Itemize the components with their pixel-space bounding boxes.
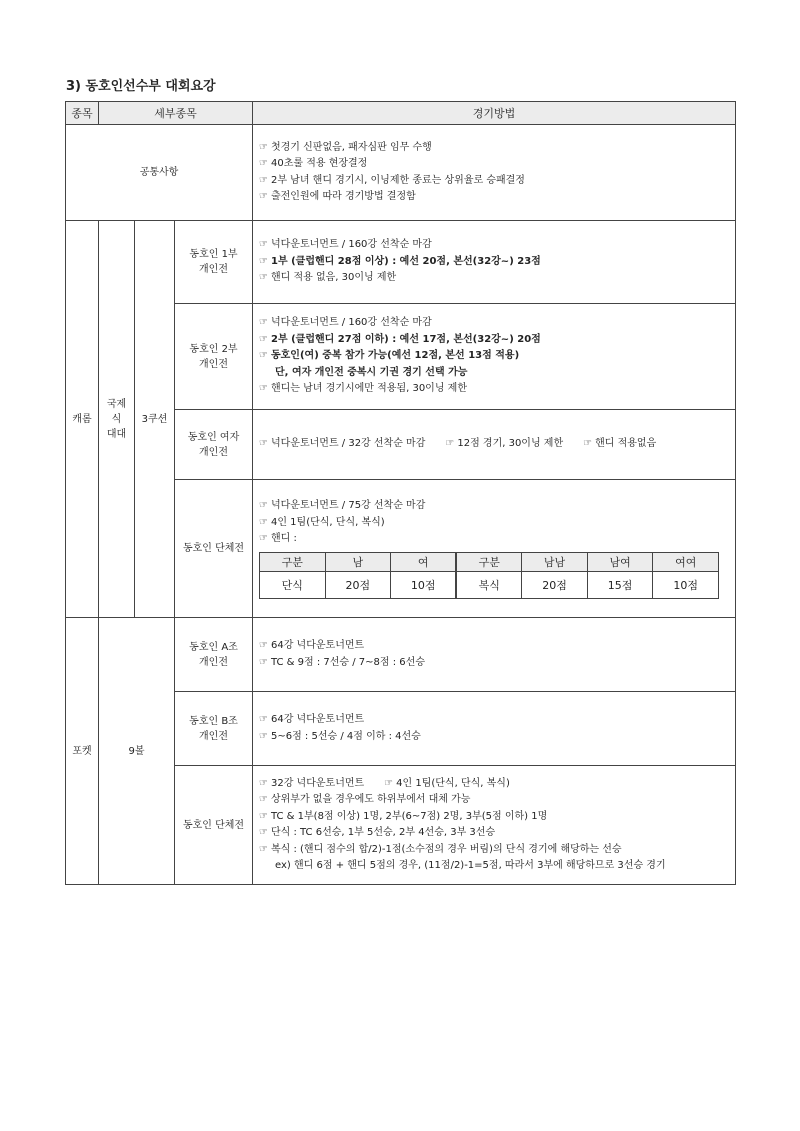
rule-line: [259, 776, 729, 793]
common-method: [253, 125, 736, 221]
rule-line: [259, 531, 729, 548]
pointing-hand-icon: ☞: [259, 533, 268, 545]
carom-method-1: [253, 221, 736, 304]
rule-item: [384, 778, 510, 789]
handicap-header-cell: 남: [325, 552, 391, 571]
header-method: 경기방법: [253, 102, 736, 125]
rule-text: 넉다운토너먼트 / 160강 선착순 마감: [270, 239, 432, 251]
rule-item: [583, 438, 656, 449]
rule-line: [259, 498, 729, 515]
pointing-hand-icon: ☞: [384, 777, 394, 789]
pocket-method-1: [253, 618, 736, 692]
rule-text: 64강 넉다운토너먼트: [270, 714, 365, 725]
rule-text: TC & 9점 : 7선승 / 7~8점 : 6선승: [270, 656, 425, 668]
carom-row-1: [66, 221, 736, 304]
rule-text: 단식 : TC 6선승, 1부 5선승, 2부 4선승, 3부 3선승: [270, 827, 496, 838]
rule-text: 동호인(여) 중복 참가 가능(예선 12점, 본선 13점 적용): [270, 350, 520, 362]
pocket-sub-2: 동호인 B조 개인전: [175, 692, 253, 766]
handicap-header-cell: 남여: [587, 552, 653, 571]
handicap-header-cell: 남남: [522, 552, 588, 571]
pocket-sub-3: 동호인 단체전: [175, 766, 253, 885]
rule-line: [259, 729, 729, 746]
rule-item: [445, 438, 563, 449]
rule-text: 핸디 적용없음: [595, 438, 657, 450]
handicap-header-cell: 구분: [456, 552, 522, 571]
pointing-hand-icon: ☞: [259, 272, 268, 284]
pointing-hand-icon: ☞: [259, 640, 268, 651]
carom-sub-1: 동호인 1부 개인전: [175, 221, 253, 304]
rule-line: [259, 237, 729, 254]
pointing-hand-icon: ☞: [259, 350, 268, 362]
pocket-method-2: [253, 692, 736, 766]
rule-line: [259, 825, 729, 842]
rule-line: [259, 365, 729, 382]
pointing-hand-icon: ☞: [259, 158, 268, 169]
rule-text: 넉다운토너먼트 / 75강 선착순 마감: [270, 500, 426, 512]
handicap-value-cell: 15점: [587, 571, 653, 598]
rule-line: [259, 655, 729, 672]
rule-line: [259, 348, 729, 365]
pocket-label: 포켓: [66, 618, 99, 885]
rule-text: ex) 핸디 6점 + 핸디 5점의 경우, (11점/2)-1=5점, 따라서 3부에 해당하므로 3선승 경기: [275, 860, 666, 871]
rule-text: 상위부가 없을 경우에도 하위부에서 대체 가능: [270, 794, 471, 805]
carom-label: 캐롬: [66, 221, 99, 618]
pointing-hand-icon: ☞: [259, 827, 268, 838]
pocket-type-label: 9볼: [99, 618, 175, 885]
handicap-value-cell: 10점: [391, 571, 457, 598]
pointing-hand-icon: ☞: [259, 516, 268, 528]
handicap-table: [259, 552, 719, 599]
pointing-hand-icon: ☞: [259, 174, 268, 186]
pointing-hand-icon: ☞: [259, 239, 268, 251]
rules-table: [65, 101, 736, 885]
carom-cushion-label: 3쿠션: [135, 221, 175, 618]
pointing-hand-icon: ☞: [583, 438, 593, 450]
rule-text: 핸디 :: [270, 533, 297, 545]
pocket-row-1: [66, 618, 736, 692]
rule-text: 첫경기 신판없음, 패자심판 임무 수행: [270, 141, 432, 153]
pointing-hand-icon: ☞: [259, 730, 268, 742]
rule-line: [259, 315, 729, 332]
pointing-hand-icon: ☞: [259, 383, 268, 395]
pointing-hand-icon: ☞: [259, 810, 268, 822]
carom-sub-3: 동호인 여자 개인전: [175, 410, 253, 480]
rule-line: [259, 842, 729, 859]
rule-line: [259, 332, 729, 349]
rule-line: [259, 436, 729, 453]
handicap-header-cell: 구분: [260, 552, 326, 571]
rule-line: [259, 189, 729, 206]
handicap-value-cell: 20점: [522, 571, 588, 598]
rule-text: 복식 : (핸디 점수의 합/2)-1점(소수점의 경우 버림)의 단식 경기에 해당하는 선승: [270, 843, 622, 855]
rule-line: [259, 858, 729, 875]
rule-text: 단, 여자 개인전 중복시 기권 경기 선택 가능: [275, 366, 468, 378]
rule-line: [259, 140, 729, 157]
carom-sub-4: 동호인 단체전: [175, 480, 253, 618]
rule-text: 12점 경기, 30이닝 제한: [457, 438, 564, 450]
pointing-hand-icon: ☞: [259, 333, 268, 345]
rule-text: 4인 1팀(단식, 단식, 복식): [396, 777, 510, 789]
pointing-hand-icon: ☞: [259, 438, 268, 450]
header-row: [66, 102, 736, 125]
handicap-value-cell: 20점: [325, 571, 391, 598]
common-row: [66, 125, 736, 221]
header-sub: 세부종목: [99, 102, 253, 125]
rule-line: [259, 515, 729, 532]
rule-line: [259, 792, 729, 809]
carom-type-label: 국제 식 대대: [99, 221, 135, 618]
pointing-hand-icon: ☞: [259, 255, 268, 267]
rule-text: 5~6점 : 5선승 / 4점 이하 : 4선승: [270, 730, 421, 742]
carom-method-3: [253, 410, 736, 480]
pointing-hand-icon: ☞: [445, 438, 455, 450]
pointing-hand-icon: ☞: [259, 317, 268, 329]
header-event: 종목: [66, 102, 99, 125]
rule-line: [259, 381, 729, 398]
rule-text: 핸디 적용 없음, 30이닝 제한: [270, 272, 397, 284]
carom-method-4: [253, 480, 736, 618]
handicap-header-cell: 여여: [653, 552, 719, 571]
pointing-hand-icon: ☞: [259, 191, 268, 202]
rule-text: 넉다운토너먼트 / 160강 선착순 마감: [270, 317, 432, 329]
rule-text: 1부 (클럽핸디 28점 이상) : 예선 20점, 본선(32강~) 23점: [270, 255, 541, 267]
pocket-method-3: [253, 766, 736, 885]
handicap-value-row: [260, 571, 719, 598]
rule-item: [259, 438, 425, 449]
pointing-hand-icon: ☞: [259, 500, 268, 512]
pointing-hand-icon: ☞: [259, 843, 268, 855]
rule-text: TC & 1부(8점 이상) 1명, 2부(6~7점) 2명, 3부(5점 이하) 1명: [270, 810, 548, 822]
handicap-header-cell: 여: [391, 552, 457, 571]
pointing-hand-icon: ☞: [259, 656, 268, 668]
handicap-value-cell: 단식: [260, 571, 326, 598]
rule-text: 64강 넉다운토너먼트: [270, 640, 365, 651]
common-label: 공통사항: [66, 125, 253, 221]
rule-text: 4인 1팀(단식, 단식, 복식): [270, 516, 385, 528]
rule-text: 2부 남녀 핸디 경기시, 이닝제한 종료는 상위율로 승패결정: [270, 174, 525, 186]
rule-line: [259, 270, 729, 287]
doc-title: 3) 동호인선수부 대회요강: [66, 79, 216, 94]
rule-text: 넉다운토너먼트 / 32강 선착순 마감: [270, 438, 426, 450]
pointing-hand-icon: ☞: [259, 794, 268, 805]
pocket-sub-1: 동호인 A조 개인전: [175, 618, 253, 692]
rule-line: [259, 638, 729, 655]
rule-text: 40초룰 적용 현장결정: [270, 158, 368, 169]
rule-line: [259, 156, 729, 173]
pointing-hand-icon: ☞: [259, 141, 268, 153]
handicap-header-row: [260, 552, 719, 571]
rule-item: [259, 778, 364, 789]
pointing-hand-icon: ☞: [259, 777, 268, 789]
handicap-value-cell: 복식: [456, 571, 522, 598]
carom-method-2: [253, 304, 736, 410]
rule-line: [259, 712, 729, 729]
pointing-hand-icon: ☞: [259, 714, 268, 725]
carom-sub-2: 동호인 2부 개인전: [175, 304, 253, 410]
handicap-value-cell: 10점: [653, 571, 719, 598]
rule-line: [259, 173, 729, 190]
rule-line: [259, 809, 729, 826]
rule-text: 2부 (클럽핸디 27점 이하) : 예선 17점, 본선(32강~) 20점: [270, 333, 541, 345]
rule-line: [259, 254, 729, 271]
rule-text: 32강 넉다운토너먼트: [270, 777, 365, 789]
rule-text: 핸디는 남녀 경기시에만 적용됨, 30이닝 제한: [270, 383, 468, 395]
rule-text: 출전인원에 따라 경기방법 결정함: [270, 191, 416, 202]
